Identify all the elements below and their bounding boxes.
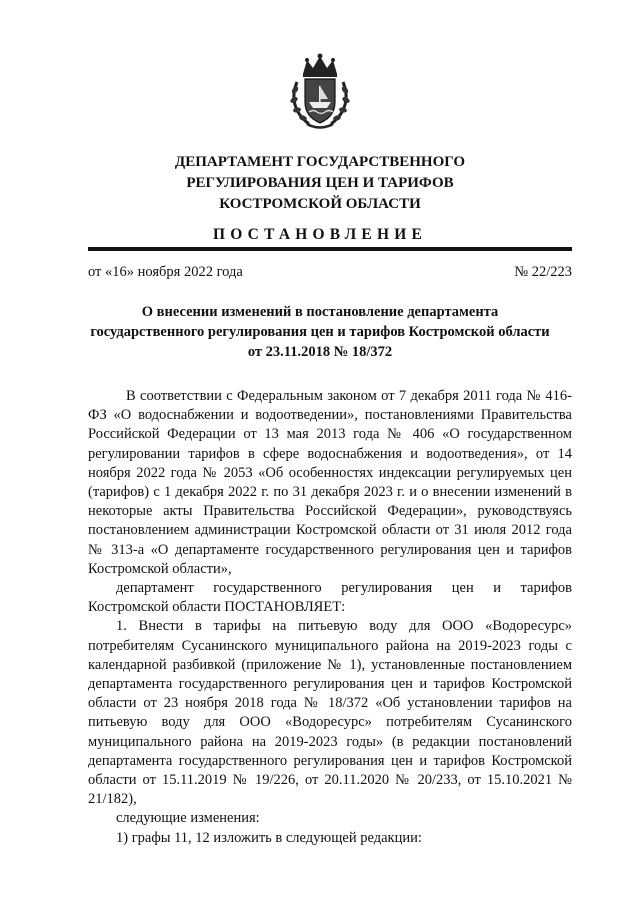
coat-of-arms-icon: [287, 52, 353, 130]
document-title: [70, 302, 570, 362]
document-type-heading: ПОСТАНОВЛЕНИЕ: [212, 226, 428, 243]
department-name: [60, 152, 580, 215]
title-line: О внесении изменений в постановление департамента: [141, 304, 499, 320]
document-date: от «16» ноября 2022 года: [88, 264, 243, 280]
title-line: от 23.11.2018 № 18/372: [247, 344, 393, 360]
body-paragraph: В соответствии с Федеральным законом от 7 декабря 2011 года № 416-ФЗ «О водоснабжении и водоотведении», постановлениями Правительства Российской Федерации от 13 мая 2013 года № 406 «О государственном регулировании тарифов в сфере водоснабжения и водоотведения», от 14 ноября 2022 года № 2053 «Об особенностях индексации регулируемых цен (тарифов) с 1 декабря 2022 г. по 31 декабря 2023 г. и о внесении изменений в некоторые акты Правительства Российской Федерации», руководствуясь постановлением администрации Костромской области от 31 июля 2012 года № 313-а «О департаменте государственного регулирования цен и тарифов Костромской области»,: [88, 388, 572, 577]
body-paragraph: департамент государственного регулирования цен и тарифов Костромской области ПОСТАНОВЛЯЕТ:: [88, 580, 572, 616]
department-line: ДЕПАРТАМЕНТ ГОСУДАРСТВЕННОГО: [174, 154, 466, 170]
body-paragraph: 1) графы 11, 12 изложить в следующей редакции:: [116, 829, 422, 846]
department-line: РЕГУЛИРОВАНИЯ ЦЕН И ТАРИФОВ: [186, 175, 454, 191]
document-body: [88, 387, 572, 848]
department-line: КОСТРОМСКОЙ ОБЛАСТИ: [219, 196, 421, 212]
body-paragraph: следующие изменения:: [116, 810, 260, 827]
heading-divider: [88, 247, 572, 251]
document-number: № 22/223: [514, 264, 572, 280]
body-paragraph: 1. Внести в тарифы на питьевую воду для ООО «Водоресурс» потребителям Сусанинского муниципального района на 2019-2023 годы с календарной разбивкой (приложение № 1), установленные постановлением департамента государственного регулирования цен и тарифов Костромской области от 23 ноября 2018 года № 18/372 «Об установлении тарифов на питьевую воду для ООО «Водоресурс» потребителям Сусанинского муниципального района на 2019-2023 годы» (в редакции постановлений департамента государственного регулирования цен и тарифов Костромской области от 15.11.2019 № 19/226, от 20.11.2020 № 20/233, от 15.10.2021 № 21/182),: [88, 618, 572, 808]
title-line: государственного регулирования цен и тарифов Костромской области: [90, 324, 550, 340]
